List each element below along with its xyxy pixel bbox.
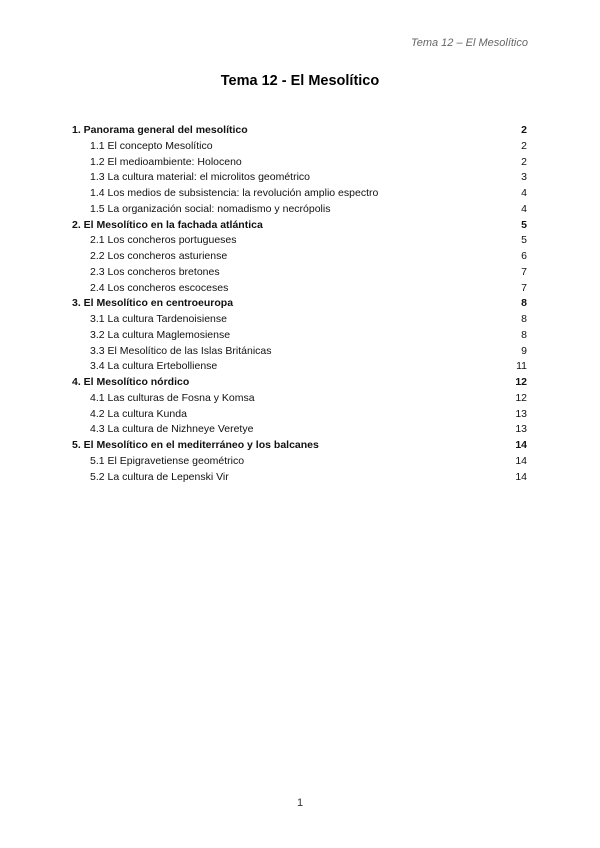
toc-entry-page: 13 (515, 423, 527, 436)
toc-subsection-entry[interactable] (72, 186, 527, 202)
toc-entry-page: 5 (521, 234, 527, 247)
toc-entry-page: 14 (515, 470, 527, 483)
toc-subsection-entry[interactable] (72, 407, 527, 423)
toc-subsection-entry[interactable] (72, 470, 527, 486)
toc-entry-page: 6 (521, 250, 527, 262)
toc-entry-label: 3.1 La cultura Tardenoisiense (90, 313, 227, 325)
toc-entry-label: 4. El Mesolítico nórdico (72, 376, 190, 388)
toc-entry-page: 12 (515, 376, 527, 388)
toc-entry-label: 1. Panorama general del mesolítico (72, 124, 248, 136)
toc-entry-page: 14 (515, 439, 527, 451)
toc-section-entry[interactable] (72, 375, 527, 391)
toc-entry-page: 8 (521, 313, 527, 325)
toc-entry-label: 5. El Mesolítico en el mediterráneo y los balcanes (72, 439, 319, 451)
toc-entry-page: 7 (521, 265, 527, 278)
toc-subsection-entry[interactable] (72, 422, 527, 438)
toc-entry-label: 3.2 La cultura Maglemosiense (90, 328, 231, 341)
toc-section-entry[interactable] (72, 218, 527, 234)
toc-subsection-entry[interactable] (72, 359, 527, 375)
toc-entry-page: 8 (521, 297, 527, 310)
toc-subsection-entry[interactable] (72, 155, 527, 171)
toc-entry-page: 7 (521, 281, 527, 294)
toc-entry-label: 2.4 Los concheros escoceses (90, 281, 229, 294)
toc-entry-label: 2. El Mesolítico en la fachada atlántica (72, 218, 263, 231)
toc-entry-label: 3.4 La cultura Ertebolliense (90, 360, 218, 373)
toc-entry-page: 2 (521, 155, 527, 168)
toc-section-entry[interactable] (72, 438, 527, 454)
toc-entry-label: 3.3 El Mesolítico de las Islas Británicas (90, 344, 272, 357)
toc-subsection-entry[interactable] (72, 391, 527, 407)
toc-entry-label: 2.2 Los concheros asturiense (90, 250, 228, 262)
toc-entry-label: 4.1 Las culturas de Fosna y Komsa (90, 391, 255, 404)
toc-subsection-entry[interactable] (72, 265, 527, 281)
toc-entry-page: 13 (515, 407, 527, 420)
toc-entry-label: 1.4 Los medios de subsistencia: la revolución amplio espectro (90, 187, 379, 199)
toc-entry-page: 9 (521, 344, 527, 357)
toc-entry-label: 1.3 La cultura material: el microlitos geométrico (90, 171, 311, 184)
toc-subsection-entry[interactable] (72, 328, 527, 344)
toc-subsection-entry[interactable] (72, 233, 527, 249)
toc-entry-page: 11 (516, 360, 527, 373)
toc-entry-label: 5.1 El Epigravetiense geométrico (90, 454, 245, 467)
toc-entry-page: 3 (521, 171, 527, 184)
toc-entry-page: 12 (515, 391, 527, 404)
toc-subsection-entry[interactable] (72, 312, 527, 328)
running-header: Tema 12 – El Mesolítico (411, 37, 528, 49)
toc-entry-label: 2.3 Los concheros bretones (90, 265, 220, 278)
toc-entry-page: 2 (521, 139, 527, 152)
toc-subsection-entry[interactable] (72, 249, 527, 265)
toc-entry-page: 14 (515, 454, 527, 467)
table-of-contents (72, 123, 527, 485)
toc-section-entry[interactable] (72, 123, 527, 139)
toc-subsection-entry[interactable] (72, 170, 527, 186)
toc-entry-page: 4 (521, 187, 527, 199)
toc-entry-page: 5 (521, 218, 527, 231)
toc-entry-page: 2 (521, 124, 527, 136)
toc-subsection-entry[interactable] (72, 454, 527, 470)
toc-entry-page: 4 (521, 202, 527, 215)
toc-entry-page: 8 (521, 328, 527, 341)
toc-entry-label: 1.1 El concepto Mesolítico (90, 139, 213, 152)
toc-subsection-entry[interactable] (72, 344, 527, 360)
toc-entry-label: 4.3 La cultura de Nizhneye Veretye (90, 423, 254, 436)
page-number: 1 (296, 797, 304, 809)
toc-subsection-entry[interactable] (72, 202, 527, 218)
toc-entry-label: 5.2 La cultura de Lepenski Vir (90, 470, 229, 483)
toc-entry-label: 1.2 El medioambiente: Holoceno (90, 155, 242, 168)
toc-entry-label: 3. El Mesolítico en centroeuropa (72, 297, 234, 310)
document-title: Tema 12 - El Mesolítico (220, 73, 380, 89)
toc-section-entry[interactable] (72, 296, 527, 312)
toc-subsection-entry[interactable] (72, 139, 527, 155)
toc-subsection-entry[interactable] (72, 281, 527, 297)
toc-entry-label: 1.5 La organización social: nomadismo y necrópolis (90, 202, 331, 215)
toc-entry-label: 2.1 Los concheros portugueses (90, 234, 237, 247)
toc-entry-label: 4.2 La cultura Kunda (90, 407, 187, 420)
